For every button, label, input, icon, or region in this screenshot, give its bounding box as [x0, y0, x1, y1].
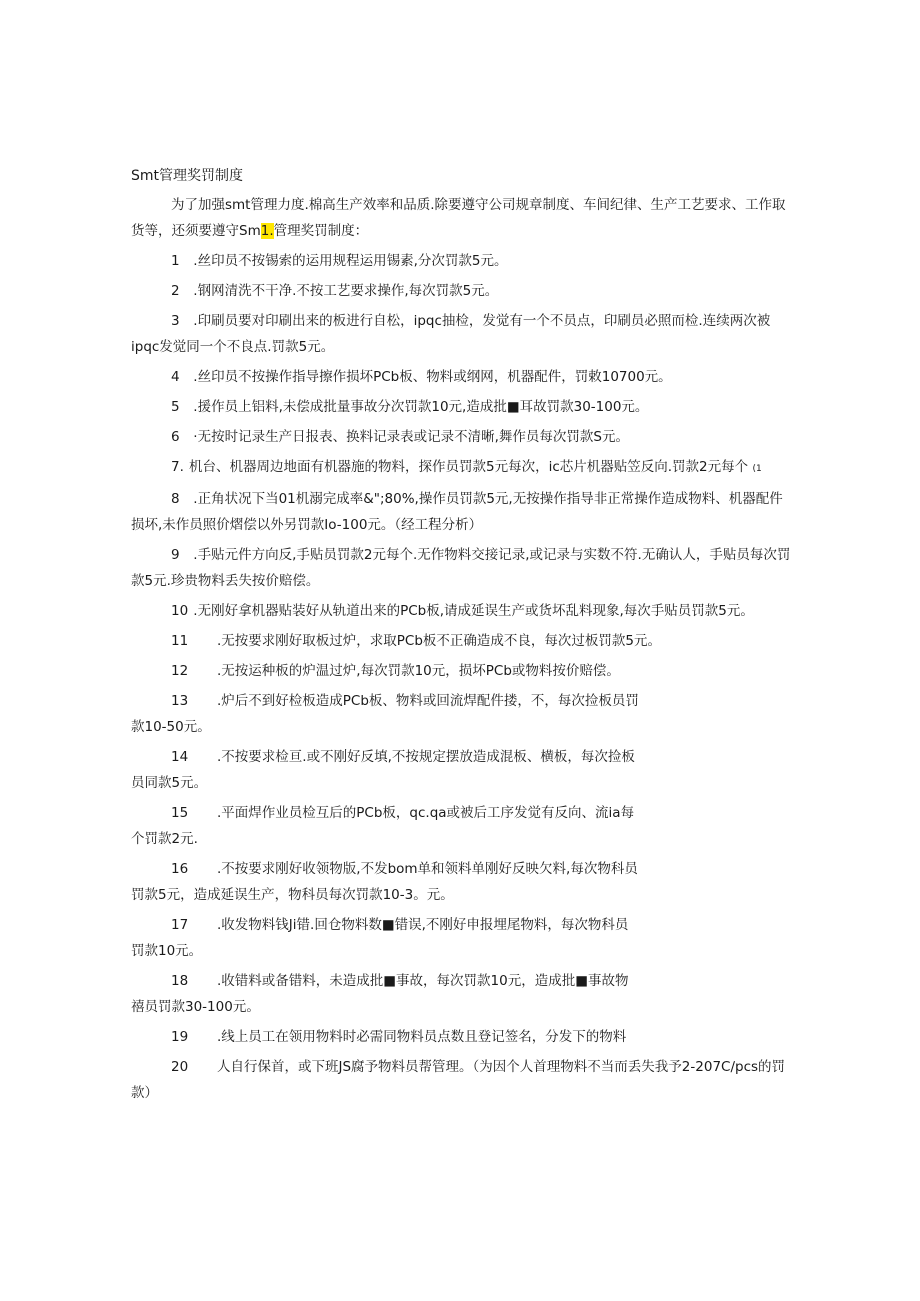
- item-number: 12: [171, 663, 189, 679]
- list-item: [131, 424, 791, 450]
- item-text: .收发物料钱Ji错.回仓物料数■错误,不刚好申报埋尾物料，每次物科员罚款10元。: [131, 917, 629, 959]
- item-text: .线上员工在领用物料时必需同物料员点数且登记签名，分发下的物料: [217, 1029, 627, 1045]
- list-item: [131, 542, 791, 594]
- list-item: [131, 744, 791, 796]
- list-item: [131, 688, 791, 740]
- item-number: 14: [171, 749, 189, 765]
- list-item: [131, 968, 791, 1020]
- list-item: [131, 1024, 791, 1050]
- item-number: 13: [171, 693, 189, 709]
- item-number: 5: [171, 399, 180, 415]
- list-item: [131, 628, 791, 654]
- document-body: [131, 163, 791, 1110]
- item-number: 9: [171, 547, 180, 563]
- item-text: .无刚好拿机器贴装好从轨道出来的PCb板,请成延误生产或货坏乱料现象,每次手贴员罚款5元。: [193, 603, 754, 619]
- intro-text-end: 管理奖罚制度：: [273, 223, 369, 239]
- item-text: ·无按时记录生产日报表、换料记录表或记录不清晰,舞作员每次罚款S元。: [193, 429, 629, 445]
- list-item: [131, 912, 791, 964]
- item-number: 6: [171, 429, 180, 445]
- item-number: 4: [171, 369, 180, 385]
- list-item: [131, 394, 791, 420]
- item-text: .不按要求检亘.或不刚好反填,不按规定摆放造成混板、横板，每次捡板员同款5元。: [131, 749, 635, 791]
- item-text: 人自行保首，或下班JS腐予物料员帮管理。（为因个人首理物料不当而丢失我予2-207C∕pcs的罚款）: [131, 1059, 786, 1101]
- item-text: .正角状况下当01机溺完成率&";80%,操作员罚款5元,无按操作指导非正常操作造成物料、机器配件损坏,未作员照价熠偿以外另罚款Io-100元。（经工程分析）: [131, 491, 783, 533]
- list-item: [131, 486, 791, 538]
- item-number: 19: [171, 1029, 189, 1045]
- list-item: [131, 308, 791, 360]
- list-item: [131, 658, 791, 684]
- item-number: 11: [171, 633, 189, 649]
- item-text: .无按要求刚好取板过炉，求取PCb板不正确造成不良，每次过板罚款5元。: [217, 633, 662, 649]
- item-text: .无按运种板的炉温过炉,每次罚款10元，损坏PCb或物料按价赔偿。: [217, 663, 620, 679]
- item-number: 2: [171, 283, 180, 299]
- item-number: 17: [171, 917, 189, 933]
- list-item: [131, 800, 791, 852]
- item-text: .丝印员不按操作指导擦作损坏PCb板、物料或纲网，机器配件，罚敕10700元。: [193, 369, 672, 385]
- list-item: [131, 278, 791, 304]
- list-item: [131, 364, 791, 390]
- item-text: .手贴元件方向反,手贴员罚款2元每个.无作物料交接记录,或记录与实数不符.无确认人，手贴员每次罚款5元.珍贵物料丢失按价赔偿。: [131, 547, 791, 589]
- intro-paragraph: [131, 192, 791, 244]
- item-text: .印刷员要对印刷出来的板进行自松，ipqc抽检，发觉有一个不员点，印刷员必照而检.连续两次被ipqc发觉同一个不良点.罚款5元。: [131, 313, 771, 355]
- item-note: (1: [752, 464, 762, 474]
- item-number: 15: [171, 805, 189, 821]
- item-text: .炉后不到好检板造成PCb板、物料或回流焊配件搂，不，每次捡板员罚款10-50元。: [131, 693, 639, 735]
- highlighted-text: 1.: [260, 223, 274, 239]
- item-number: 7.: [171, 459, 184, 475]
- item-text: .不按要求刚好收领物版,不发bom单和领料单刚好反映欠料,每次物科员罚款5元，造成延误生产，物科员每次罚款10-3。元。: [131, 861, 638, 903]
- intro-text: 为了加强smt管理力度.棉高生产效率和品质.除要遵守公司规章制度、车间纪律、生产工艺要求、工作取货等，还须要遵守Sm: [131, 197, 786, 239]
- item-text: .收错料或备错料，未造成批■事故，每次罚款10元，造成批■事故物禧员罚款30-100元。: [131, 973, 629, 1015]
- list-item: [131, 248, 791, 274]
- item-number: 18: [171, 973, 189, 989]
- list-item: [131, 1054, 791, 1106]
- item-number: 1: [171, 253, 180, 269]
- item-text: .平面焊作业员检互后的PCb板，qc.qa或被后工序发觉有反向、流ia每个罚款2元.: [131, 805, 635, 847]
- item-number: 20: [171, 1059, 189, 1075]
- item-number: 8: [171, 491, 180, 507]
- item-number: 3: [171, 313, 180, 329]
- list-item: [131, 598, 791, 624]
- item-number: 16: [171, 861, 189, 877]
- item-text: 机台、机器周边地面有机器施的物料，探作员罚款5元每次，ic芯片机器贴笠反向.罚款2元每个: [189, 459, 749, 475]
- list-item: [131, 454, 791, 482]
- item-number: 10: [171, 603, 189, 619]
- item-text: .丝印员不按锡索的运用规程运用锡素,分次罚款5元。: [193, 253, 508, 269]
- document-title: Smt管理奖罚制度: [131, 168, 244, 184]
- item-text: .钢网清洗不干净.不按工艺要求操作,每次罚款5元。: [193, 283, 499, 299]
- item-text: .援作员上铝料,未偿成批量事故分次罚款10元,造成批■耳故罚款30-100元。: [193, 399, 649, 415]
- list-item: [131, 856, 791, 908]
